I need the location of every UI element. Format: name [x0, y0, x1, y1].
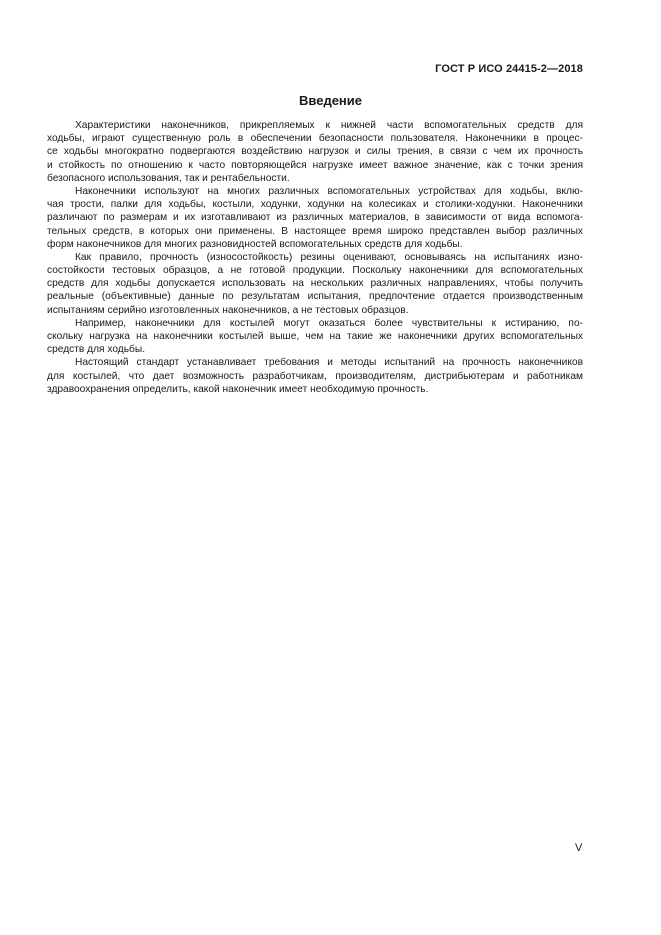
paragraph-2	[47, 185, 583, 251]
text-line: Наконечники используют на многих различных вспомогательных устройствах для ходьбы, вклю-	[75, 185, 583, 197]
text-line: Например, наконечники для костылей могут оказаться более чувствительны к истиранию, по-	[75, 317, 583, 329]
text-line: Характеристики наконечников, прикрепляемых к нижней части вспомогательных средств для	[75, 120, 583, 131]
paragraph-5	[47, 356, 583, 396]
text-line: здравоохранения определить, какой наконечник имеет необходимую прочность.	[47, 383, 429, 395]
text-line: для костылей, что дает возможность разработчикам, производителям, дистрибьютерам и работникам	[47, 370, 583, 382]
text-line: Как правило, прочность (износостойкость) резины оценивают, основываясь на испытаниях изно-	[75, 251, 583, 263]
text-line: безопасного использования, так и рентабельности.	[47, 172, 290, 184]
text-line: средств для ходьбы.	[47, 344, 146, 356]
text-line: скольку нагрузка на наконечники костылей выше, чем на такие же наконечники других вспомогательных	[47, 331, 583, 342]
text-line: ходьбы, играют существенную роль в обеспечении безопасности пользователя. Наконечники в процес-	[47, 133, 583, 145]
paragraph-1	[47, 119, 583, 185]
text-line: и стойкость по отношению к часто повторяющейся нагрузке имеет важное значение, как с точки зрения	[47, 159, 583, 171]
body-text	[47, 119, 583, 396]
document-code: ГОСТ Р ИСО 24415-2—2018	[435, 63, 583, 75]
text-line: Настоящий стандарт устанавливает требования и методы испытаний на прочность наконечников	[75, 357, 583, 369]
text-line: чая трости, палки для ходьбы, костыли, ходунки, ходунки на колесиках и столики-ходунки. Наконечники	[47, 199, 583, 211]
text-line: состойкости тестовых образцов, а не готовой продукции. Поскольку наконечники для вспомогательных	[47, 265, 583, 277]
paragraph-4	[47, 317, 583, 357]
text-line: форм наконечников для многих разновидностей вспомогательных средств для ходьбы.	[47, 238, 463, 250]
page-number: V	[575, 842, 583, 854]
text-line: реальные (объективные) данные по результатам испытания, предпочтение отдается производственным	[47, 291, 583, 303]
text-line: тельных средств, в которых они применены. В настоящее время широко представлен выбор различных	[47, 225, 583, 237]
text-line: средств для ходьбы допускается использовать на нескольких различных направлениях, чтобы получить	[47, 278, 583, 290]
section-title: Введение	[299, 93, 362, 108]
text-line: се ходьбы многократно подвергаются воздействию нагрузок и силы трения, в связи с чем их прочность	[47, 146, 583, 158]
text-line: различают по размерам и их изготавливают из различных материалов, в зависимости от вида вспомога-	[47, 212, 583, 224]
paragraph-3	[47, 251, 583, 317]
text-line: испытаниям серийно изготовленных наконечников, а не тестовых образцов.	[47, 304, 409, 316]
